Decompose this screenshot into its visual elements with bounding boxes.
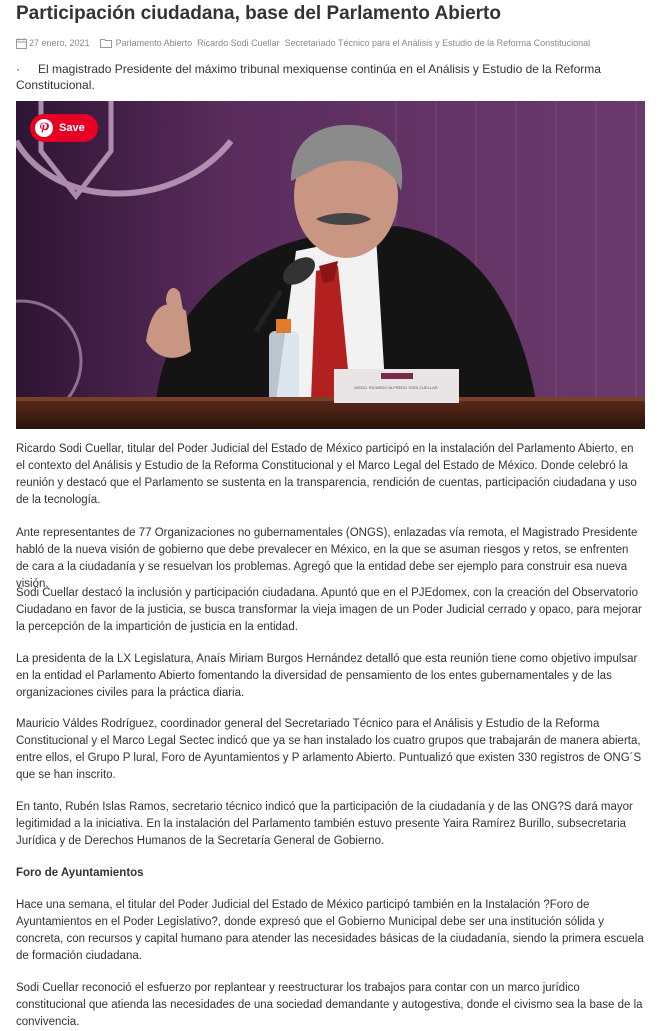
category-link-secretariado-tecnico[interactable]: Secretariado Técnico para el Análisis y Estudio de la Reforma Constitucional	[284, 38, 591, 48]
nameplate-text: MGDO. RICARDO ALFREDO SODI CUELLAR	[354, 385, 438, 390]
pinterest-save-button[interactable]	[30, 114, 98, 142]
paragraph-6: En tanto, Rubén Islas Ramos, secretario técnico indicó que la participación de la ciudadanía y de las ONG?S dará mayor legitimidad a la iniciativa. En la instalación del Parlamento también estuvo presente Yaira Ramírez Burillo, subsecretaria Jurídica y de Derechos Humanos de la Secretaría General de Gobierno.	[16, 801, 633, 847]
paragraph-7: Hace una semana, el titular del Poder Judicial del Estado de México participó también en la Instalación ?Foro de Ayuntamientos en el Poder Legislativo?, donde expresó que el Gobierno Municipal debe ser una institución sólida y concreta, con recursos y capital humano para atender las necesidades básicas de la ciudadanía, siendo la primera escuela de formación ciudadana.	[16, 899, 644, 962]
lead-text: El magistrado Presidente del máximo tribunal mexiquense continúa en el Análisis y Estudio de la Reforma Constitucional.	[16, 62, 601, 92]
photo-illustration	[16, 101, 645, 429]
bullet-icon: ·	[16, 62, 20, 76]
folder-icon	[100, 38, 112, 48]
article-lead	[16, 61, 656, 93]
article-date: 27 enero, 2021	[29, 38, 90, 48]
paragraph-1: Ricardo Sodi Cuellar, titular del Poder Judicial del Estado de México participó en la instalación del Parlamento Abierto, en el contexto del Análisis y Estudio de la Reforma Constitucional y el Marco Legal del Estado de México. Donde celebró la reunión y destacó que el Parlamento se sustenta en la transparencia, rendición de cuentas, participación ciudadana y uso de la tecnología.	[16, 443, 637, 506]
paragraph-5: Mauricio Váldes Rodríguez, coordinador general del Secretariado Técnico para el Análisis y Estudio de la Reforma Constitucional y el Marco Legal Sectec indicó que ya se han instalado los cuatro grupos que trabajarán de manera abierta, entre ellos, el Grupo P lural, Foro de Ayuntamientos y P arlamento Abierto. Puntualizó que existen 330 registros de ONG´S que se han inscrito.	[16, 718, 642, 781]
category-link-parlamento-abierto[interactable]: Parlamento Abierto	[115, 38, 193, 48]
paragraph-3: Sodi Cuellar destacó la inclusión y participación ciudadana. Apuntó que en el PJEdomex, con la creación del Observatorio Ciudadano en favor de la justicia, se busca transformar la vieja imagen de un Poder Judicial cerrado y opaco, para mejorar la percepción de la impartición de justicia en la entidad.	[16, 587, 642, 633]
paragraph-4: La presidenta de la LX Legislatura, Anaís Miriam Burgos Hernández detalló que esta reunión tiene como objetivo impulsar en la entidad el Parlamento Abierto fomentando la diversidad de pensamiento de los entes gubernamentales y de las organizaciones civiles para la práctica diaria.	[16, 653, 638, 699]
paragraph-8: Sodi Cuellar reconoció el esfuerzo por replantear y reestructurar los trabajos para contar con un marco jurídico constitucional que atienda las necesidades de una sociedad demandante y autogestiva, donde el civismo sea la base de la convivencia.	[16, 982, 643, 1028]
article-photo	[16, 101, 645, 429]
subheading-foro-de-ayuntamientos: Foro de Ayuntamientos	[16, 867, 144, 879]
article-title: Participación ciudadana, base del Parlamento Abierto	[16, 3, 501, 24]
category-link-ricardo-sodi-cuellar[interactable]: Ricardo Sodi Cuellar	[197, 38, 280, 48]
save-label: Save	[59, 122, 85, 134]
article-meta	[16, 36, 595, 50]
paragraph-2: Ante representantes de 77 Organizaciones no gubernamentales (ONGS), enlazadas vía remota, el Magistrado Presidente habló de la nueva visión de gobierno que debe prevalecer en México, en la que se asuman riesgos y retos, se enfrenten de cara a la ciudadanía y se resuelvan los problemas. Agregó que la entidad debe ser ejemplo para construir esa nueva visión.	[16, 527, 638, 590]
pinterest-icon	[35, 119, 53, 137]
calendar-icon	[16, 38, 27, 49]
